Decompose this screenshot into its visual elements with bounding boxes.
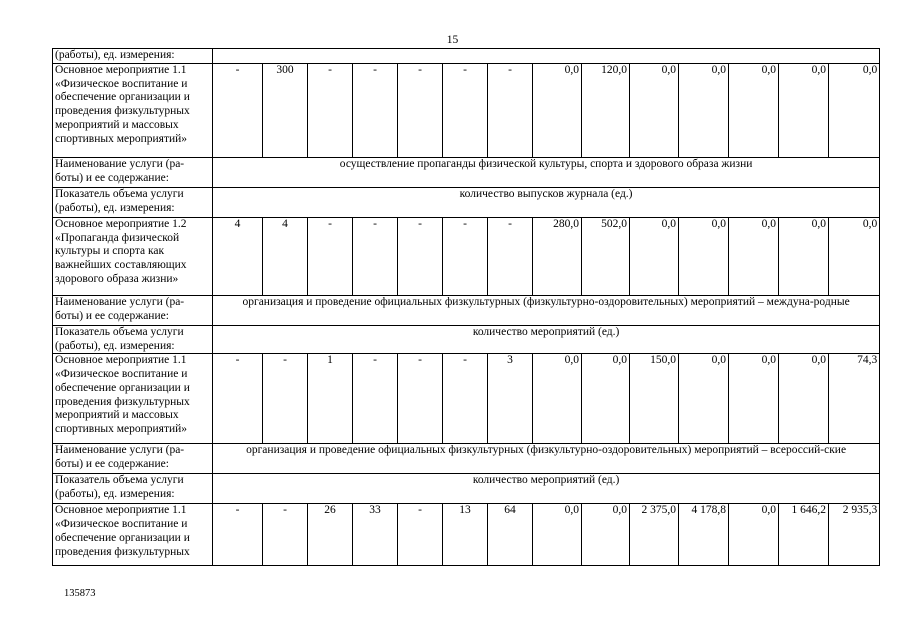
table-row bbox=[53, 354, 880, 444]
empty-cell bbox=[213, 49, 880, 64]
table-cell: 0,0 bbox=[829, 64, 880, 158]
table-cell: 0,0 bbox=[533, 504, 582, 566]
table-cell: 64 bbox=[488, 504, 533, 566]
row-label: Наименование услуги (ра-боты) и ее содержание: bbox=[53, 296, 213, 326]
table-cell: 300 bbox=[263, 64, 308, 158]
service-description: осуществление пропаганды физической культуры, спорта и здорового образа жизни bbox=[213, 158, 880, 188]
label-row bbox=[53, 49, 880, 64]
row-label: Основное мероприятие 1.1 «Физическое воспитание и обеспечение организации и проведения физкультурных мероприятий и массовых спортивных мероприятий» bbox=[53, 64, 213, 158]
row-label: Показатель объема услуги (работы), ед. измерения: bbox=[53, 326, 213, 354]
table-cell: 2 935,3 bbox=[829, 504, 880, 566]
table-cell: 0,0 bbox=[533, 64, 582, 158]
table-cell: 1 bbox=[308, 354, 353, 444]
table-cell: 0,0 bbox=[779, 218, 829, 296]
table-cell: 150,0 bbox=[630, 354, 679, 444]
service-row bbox=[53, 474, 880, 504]
table-cell: 0,0 bbox=[533, 354, 582, 444]
table-cell: 0,0 bbox=[779, 64, 829, 158]
table-cell: 280,0 bbox=[533, 218, 582, 296]
services-table bbox=[52, 48, 880, 566]
table-cell: 74,3 bbox=[829, 354, 880, 444]
table-cell: 26 bbox=[308, 504, 353, 566]
table-cell: 0,0 bbox=[829, 218, 880, 296]
table-cell: 4 bbox=[213, 218, 263, 296]
document-code: 135873 bbox=[64, 588, 96, 599]
table-cell: 33 bbox=[353, 504, 398, 566]
table-cell: - bbox=[488, 64, 533, 158]
page-number: 15 bbox=[446, 34, 459, 46]
table-cell: - bbox=[398, 64, 443, 158]
row-label: Основное мероприятие 1.1 «Физическое воспитание и обеспечение организации и проведения физкультурных мероприятий и массовых спортивных мероприятий» bbox=[53, 354, 213, 444]
table-cell: 120,0 bbox=[582, 64, 630, 158]
service-description: количество мероприятий (ед.) bbox=[213, 474, 880, 504]
table-cell: - bbox=[398, 354, 443, 444]
table-cell: 0,0 bbox=[729, 64, 779, 158]
table-cell: - bbox=[443, 218, 488, 296]
table-cell: - bbox=[353, 64, 398, 158]
table-cell: - bbox=[308, 218, 353, 296]
service-row bbox=[53, 158, 880, 188]
table-cell: - bbox=[488, 218, 533, 296]
table-cell: - bbox=[353, 218, 398, 296]
service-description: количество мероприятий (ед.) bbox=[213, 326, 880, 354]
table-cell: - bbox=[213, 64, 263, 158]
table-cell: 13 bbox=[443, 504, 488, 566]
table-cell: - bbox=[263, 354, 308, 444]
row-label: (работы), ед. измерения: bbox=[53, 49, 213, 64]
service-row bbox=[53, 444, 880, 474]
table-cell: 0,0 bbox=[729, 354, 779, 444]
row-label: Наименование услуги (ра-боты) и ее содержание: bbox=[53, 158, 213, 188]
table-cell: 0,0 bbox=[679, 64, 729, 158]
table-cell: 0,0 bbox=[630, 64, 679, 158]
table-cell: 4 178,8 bbox=[679, 504, 729, 566]
row-label: Наименование услуги (ра-боты) и ее содержание: bbox=[53, 444, 213, 474]
row-label: Основное мероприятие 1.1 «Физическое воспитание и обеспечение организации и проведения физкультурных bbox=[53, 504, 213, 566]
table-cell: 0,0 bbox=[630, 218, 679, 296]
table-cell: 0,0 bbox=[679, 218, 729, 296]
table-cell: 0,0 bbox=[729, 504, 779, 566]
table-row bbox=[53, 504, 880, 566]
service-description: организация и проведение официальных физкультурных (физкультурно-оздоровительных) мероприятий – всероссий-ские bbox=[213, 444, 880, 474]
service-description: количество выпусков журнала (ед.) bbox=[213, 188, 880, 218]
table-cell: 0,0 bbox=[582, 354, 630, 444]
table-cell: - bbox=[398, 218, 443, 296]
service-row bbox=[53, 188, 880, 218]
row-label: Показатель объема услуги (работы), ед. измерения: bbox=[53, 188, 213, 218]
table-cell: - bbox=[213, 354, 263, 444]
service-row bbox=[53, 326, 880, 354]
table-cell: - bbox=[398, 504, 443, 566]
table-cell: 4 bbox=[263, 218, 308, 296]
table-cell: - bbox=[353, 354, 398, 444]
table-cell: - bbox=[213, 504, 263, 566]
table-cell: 2 375,0 bbox=[630, 504, 679, 566]
table-cell: 3 bbox=[488, 354, 533, 444]
row-label: Основное мероприятие 1.2 «Пропаганда физической культуры и спорта как важнейших составляющих здорового образа жизни» bbox=[53, 218, 213, 296]
table-cell: 0,0 bbox=[779, 354, 829, 444]
table-cell: 502,0 bbox=[582, 218, 630, 296]
table-row bbox=[53, 64, 880, 158]
table-cell: 1 646,2 bbox=[779, 504, 829, 566]
table-row bbox=[53, 218, 880, 296]
table-cell: - bbox=[263, 504, 308, 566]
table-cell: 0,0 bbox=[729, 218, 779, 296]
service-description: организация и проведение официальных физкультурных (физкультурно-оздоровительных) мероприятий – междуна-родные bbox=[213, 296, 880, 326]
service-row bbox=[53, 296, 880, 326]
table-cell: - bbox=[443, 64, 488, 158]
row-label: Показатель объема услуги (работы), ед. измерения: bbox=[53, 474, 213, 504]
table-cell: 0,0 bbox=[582, 504, 630, 566]
table-cell: - bbox=[308, 64, 353, 158]
table-cell: - bbox=[443, 354, 488, 444]
table-cell: 0,0 bbox=[679, 354, 729, 444]
